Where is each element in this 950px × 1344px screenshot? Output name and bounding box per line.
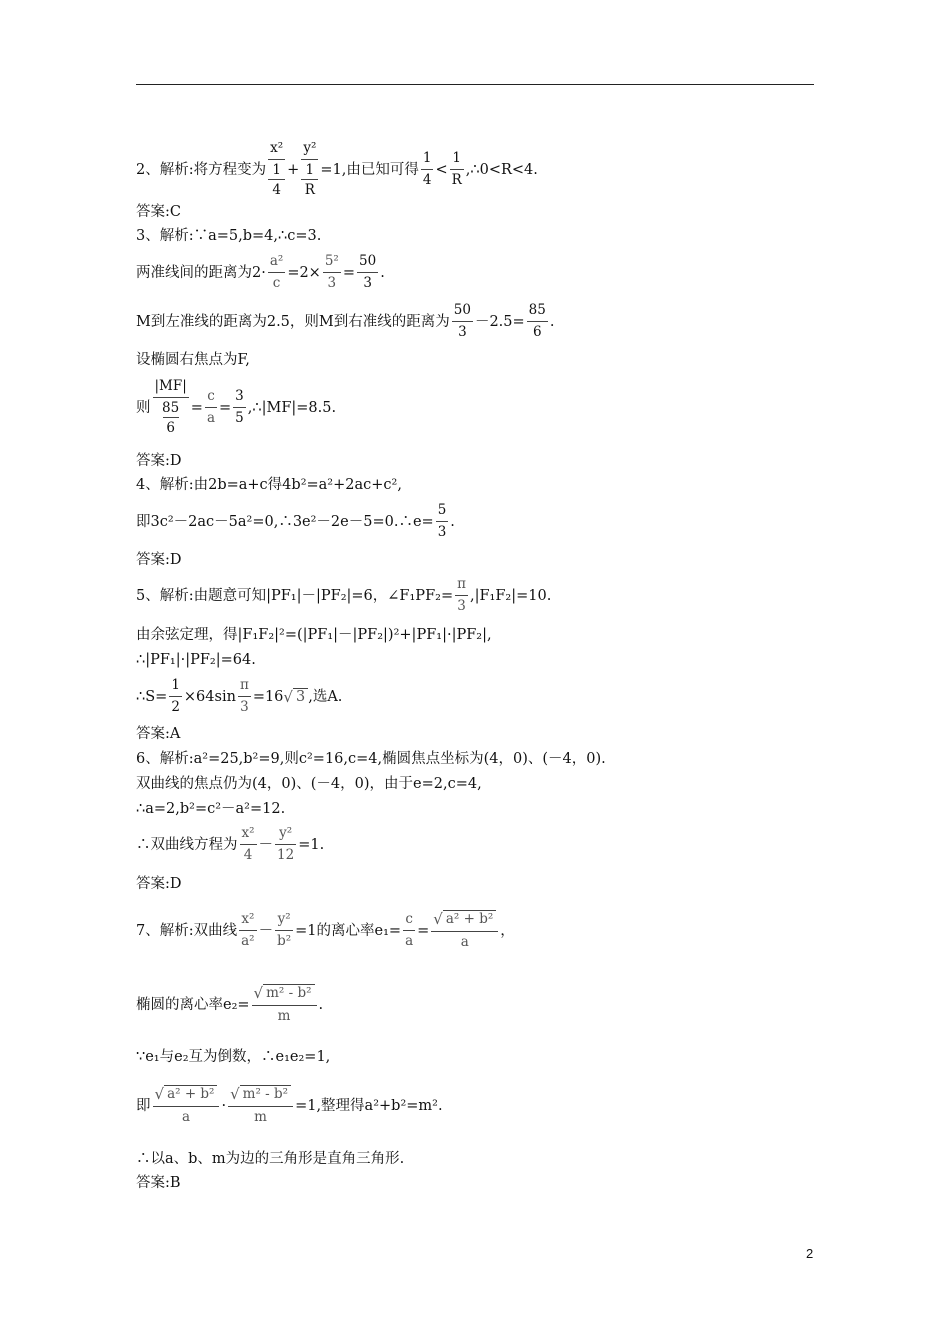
fraction: √ a² + b² a bbox=[431, 910, 498, 951]
q7-answer: 答案:B bbox=[136, 1175, 181, 1191]
fraction: y² 1 R bbox=[303, 140, 317, 198]
fraction: $\frac{\text{5²}}{3}$ bbox=[324, 253, 339, 291]
q3-line2: 两准线间的距离为2· $\frac{\text{a²}}{c}$ =2× $\frac{\text{5²}}{3}$ = $\frac{50}{3}$ . bbox=[136, 253, 385, 291]
q7-line4: 即 √ a² + b² a · √ m² - b² m =1,整理得a²+b²=m². bbox=[136, 1085, 443, 1125]
fraction: $\frac{\text{a²}}{c}$ bbox=[269, 253, 284, 291]
q2-answer: 答案:C bbox=[136, 204, 181, 220]
q6-line1: 6、解析:a²=25,b²=9,则c²=16,c=4,椭圆焦点坐标为(4，0)、(－4，0). bbox=[136, 751, 606, 767]
fraction: $\frac{3}{5}$ bbox=[235, 388, 244, 426]
q5-line3: ∴|PF₁|·|PF₂|=64. bbox=[136, 652, 256, 668]
fraction: $\frac{5}{3}$ bbox=[437, 502, 447, 540]
q5-answer: 答案:A bbox=[136, 726, 181, 742]
q3-line5: 则 |MF| 85 6 = $\frac{c}{a}$ = $\frac{3}{5}$ ,∴|MF|=8.5. bbox=[136, 378, 337, 436]
fraction: $\frac{1}{2}$ bbox=[171, 677, 180, 715]
q3-line4: 设椭圆右焦点为F, bbox=[136, 352, 250, 368]
fraction: √ m² - b² m bbox=[228, 1085, 293, 1126]
fraction: √ a² + b² a bbox=[153, 1085, 220, 1126]
fraction: $\frac{\text{x²}}{4}$ bbox=[241, 825, 255, 863]
fraction: $\frac{\text{y²}}{12}$ bbox=[277, 825, 295, 863]
q6-line4: ∴双曲线方程为 $\frac{\text{x²}}{4}$ － $\frac{\text{y²}}{12}$ =1. bbox=[136, 825, 325, 863]
fraction: $\frac{\text{x²}}{\text{a²}}$ bbox=[241, 911, 255, 949]
q5-line1: 5、解析:由题意可知|PF₁|－|PF₂|=6，∠F₁PF₂= $\frac{\pi}{3}$ ,|F₁F₂|=10. bbox=[136, 576, 552, 614]
fraction: $\frac{1}{R}$ bbox=[451, 150, 462, 188]
fraction: $\frac{1}{4}$ bbox=[422, 150, 432, 188]
fraction: x² 1 4 bbox=[270, 140, 284, 198]
fraction: $\frac{c}{a}$ bbox=[405, 911, 414, 949]
q6-line3: ∴a=2,b²=c²－a²=12. bbox=[136, 801, 286, 817]
fraction: $\frac{50}{3}$ bbox=[453, 302, 471, 340]
q3-line3: M到左准线的距离为2.5，则M到右准线的距离为 $\frac{50}{3}$ －2.5= $\frac{85}{6}$ . bbox=[136, 302, 555, 340]
q3-answer: 答案:D bbox=[136, 453, 182, 469]
q7-line3: ∵e₁与e₂互为倒数，∴e₁e₂=1, bbox=[136, 1049, 331, 1065]
fraction: $\frac{85}{6}$ bbox=[528, 302, 546, 340]
q3-line1: 3、解析:∵a=5,b=4,∴c=3. bbox=[136, 228, 322, 244]
fraction: $\frac{\pi}{3}$ bbox=[457, 576, 466, 614]
header-rule bbox=[136, 84, 814, 85]
q2-text: 2、解析:将方程变为 bbox=[136, 161, 267, 178]
fraction: √ m² - b² m bbox=[252, 984, 317, 1025]
q4-line2: 即3c²－2ac－5a²=0,∴3e²－2e－5=0.∴e= $\frac{5}{3}$ . bbox=[136, 502, 455, 540]
fraction: $\frac{c}{a}$ bbox=[206, 388, 216, 426]
fraction: $\frac{\text{y²}}{\text{b²}}$ bbox=[277, 911, 292, 949]
q6-line2: 双曲线的焦点仍为(4，0)、(－4，0)，由于e=2,c=4, bbox=[136, 776, 482, 792]
q5-line2: 由余弦定理，得|F₁F₂|²=(|PF₁|－|PF₂|)²+|PF₁|·|PF₂|, bbox=[136, 627, 492, 643]
fraction: |MF| 85 6 bbox=[154, 378, 187, 436]
fraction: $\frac{50}{3}$ bbox=[359, 253, 377, 291]
q2-line: 2、解析:将方程变为 x² 1 4 + y² 1 R =1,由已知可得 $\frac{1}{4}$ < $\frac{1}{R}$ ,∴0<R<4. bbox=[136, 140, 538, 198]
fraction: $\frac{\pi}{3}$ bbox=[239, 677, 249, 715]
q5-line4: ∴S= $\frac{1}{2}$ ×64sin $\frac{\pi}{3}$ =16 √ 3 ,选A. bbox=[136, 677, 343, 715]
square-root: √ 3 bbox=[283, 688, 308, 706]
page-number: 2 bbox=[806, 1246, 814, 1261]
q4-answer: 答案:D bbox=[136, 552, 182, 568]
q7-line1: 7、解析:双曲线 $\frac{\text{x²}}{\text{a²}}$ － $\frac{\text{y²}}{\text{b²}}$ =1的离心率e₁= $\frac{c}{a}$ = √ a² + b² a ， bbox=[136, 910, 515, 950]
q7-line5: ∴以a、b、m为边的三角形是直角三角形. bbox=[136, 1151, 405, 1167]
q6-answer: 答案:D bbox=[136, 876, 182, 892]
q4-line1: 4、解析:由2b=a+c得4b²=a²+2ac+c², bbox=[136, 477, 402, 493]
q7-line2: 椭圆的离心率e₂= √ m² - b² m . bbox=[136, 984, 324, 1024]
